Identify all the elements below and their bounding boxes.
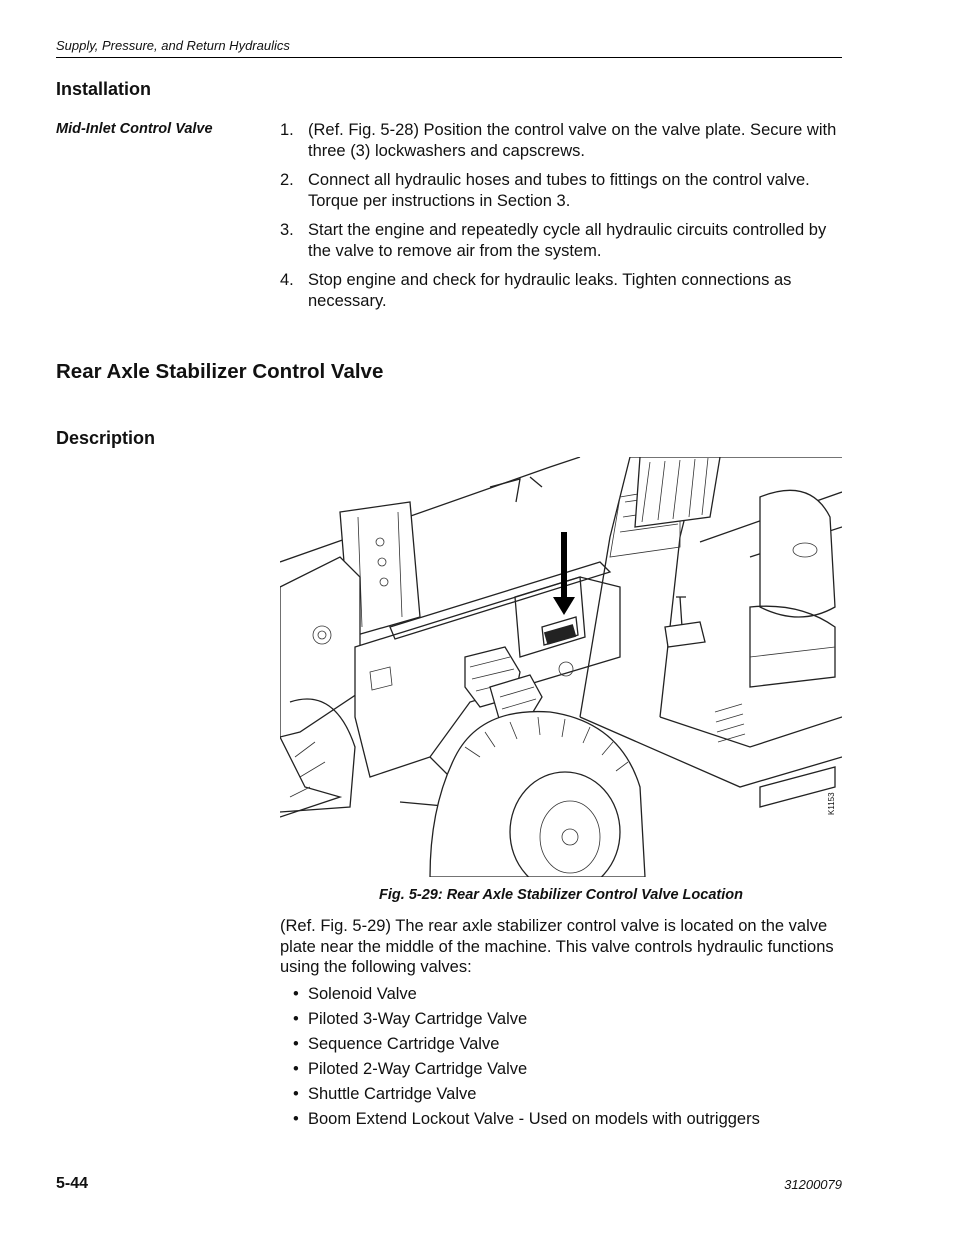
step-item	[280, 170, 842, 212]
list-item-text: Piloted 2-Way Cartridge Valve	[308, 1060, 528, 1078]
list-item-text: Boom Extend Lockout Valve - Used on models with outriggers	[308, 1110, 760, 1128]
bullet-icon: •	[293, 1060, 299, 1078]
step-number: 1.	[280, 121, 294, 139]
description-paragraph: (Ref. Fig. 5-29) The rear axle stabilizer control valve is located on the valve plate near the middle of the machine. This valve controls hydraulic functions using the following valves:	[280, 917, 834, 976]
valve-location-figure	[280, 457, 842, 877]
list-item	[293, 982, 760, 1007]
step-text: Connect all hydraulic hoses and tubes to fittings on the control valve. Torque per instructions in Section 3.	[308, 171, 810, 210]
description-heading: Description	[56, 428, 156, 448]
step-text: (Ref. Fig. 5-28) Position the control valve on the valve plate. Secure with three (3) lockwashers and capscrews.	[308, 121, 837, 160]
header-rule	[56, 57, 842, 58]
document-number: 31200079	[784, 1177, 842, 1192]
step-number: 4.	[280, 271, 294, 289]
step-number: 3.	[280, 221, 294, 239]
step-item	[280, 270, 842, 312]
list-item	[293, 1057, 760, 1082]
list-item	[293, 1082, 760, 1107]
list-item	[293, 1107, 760, 1132]
figure-caption: Fig. 5-29: Rear Axle Stabilizer Control Valve Location	[379, 887, 743, 903]
section-title: Rear Axle Stabilizer Control Valve	[56, 360, 384, 383]
list-item-text: Piloted 3-Way Cartridge Valve	[308, 1010, 528, 1028]
valve-list	[293, 982, 760, 1132]
bullet-icon: •	[293, 1010, 299, 1028]
figure-code: K1153	[827, 792, 836, 815]
machine-line-drawing	[280, 457, 842, 877]
step-number: 2.	[280, 171, 294, 189]
step-text: Start the engine and repeatedly cycle all hydraulic circuits controlled by the valve to remove air from the system.	[308, 221, 827, 260]
list-item-text: Shuttle Cartridge Valve	[308, 1085, 477, 1103]
list-item	[293, 1032, 760, 1057]
step-text: Stop engine and check for hydraulic leaks. Tighten connections as necessary.	[308, 271, 792, 310]
bullet-icon: •	[293, 985, 299, 1003]
bullet-icon: •	[293, 1110, 299, 1128]
page-number: 5-44	[56, 1175, 89, 1192]
installation-heading: Installation	[56, 79, 152, 99]
step-item	[280, 220, 842, 262]
running-head: Supply, Pressure, and Return Hydraulics	[56, 38, 290, 53]
list-item-text: Sequence Cartridge Valve	[308, 1035, 500, 1053]
step-item	[280, 120, 842, 162]
list-item	[293, 1007, 760, 1032]
mid-inlet-side-heading: Mid-Inlet Control Valve	[56, 121, 213, 137]
bullet-icon: •	[293, 1035, 299, 1053]
list-item-text: Solenoid Valve	[308, 985, 417, 1003]
installation-steps	[280, 120, 842, 320]
bullet-icon: •	[293, 1085, 299, 1103]
